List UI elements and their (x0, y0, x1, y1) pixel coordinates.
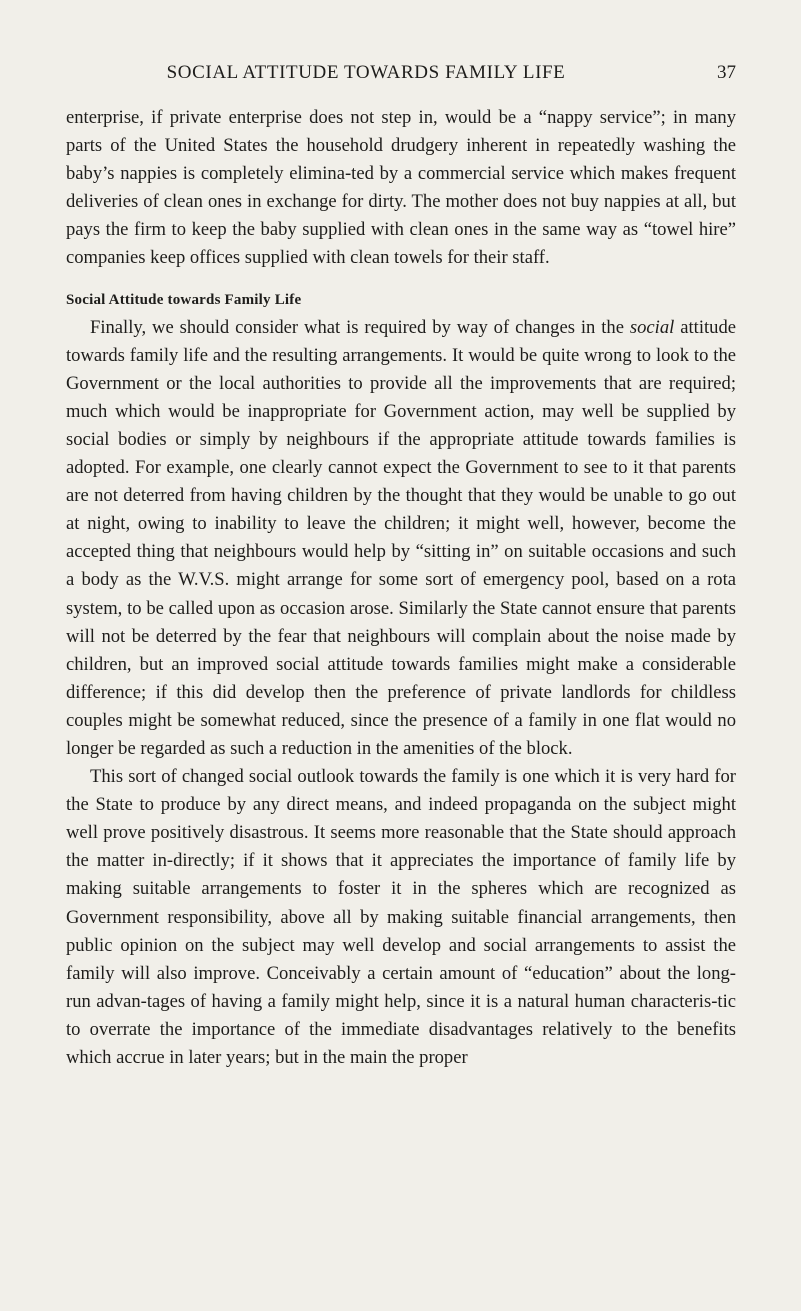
paragraph-text-start: Finally, we should consider what is required by way of changes in the (90, 316, 624, 338)
section-heading: Social Attitude towards Family Life (66, 291, 302, 308)
paragraph-text-rest: attitude towards family life and the resulting arrangements. It would be quite wrong to look to the Government or the local authorities to provide all the improvements that are required; much which would be inappropriate for Government action, may well be supplied by social bodies or simply by neighbours if the appropriate attitude towards families is adopted. For example, one clearly cannot expect the Government to see to it that parents are not deterred from having children by the thought that they would be unable to go out at night, owing to inability to leave the children; it might well, however, become the accepted thing that neighbours would help by “sitting in” on suitable occasions and such a body as the W.V.S. might arrange for some sort of emergency pool, based on a rota system, to be called upon as occasion arose. Similarly the State cannot ensure that parents will not be deterred by the fear that neighbours will complain about the noise made by children, but an improved social attitude towards families might make a considerable difference; if this did develop then the preference of private landlords for childless couples might be somewhat reduced, since the presence of a family in one flat would no longer be regarded as such a reduction in the amenities of the block. (66, 316, 736, 759)
running-header (66, 62, 736, 94)
body-text (66, 104, 736, 1072)
page-number: 37 (717, 62, 736, 83)
running-title: SOCIAL ATTITUDE TOWARDS FAMILY LIFE (166, 62, 566, 83)
paragraph-finally (66, 314, 736, 764)
paragraph-continued: enterprise, if private enterprise does not step in, would be a “nappy service”; in many parts of the United States the household drudgery inherent in repeatedly washing the baby’s nappies is completely elimina-ted by a commercial service which makes frequent deliveries of clean ones in exchange for dirty. The mother does not buy nappies at all, but pays the firm to keep the baby supplied with clean ones in the same way as “towel hire” companies keep offices supplied with clean towels for their staff. (66, 107, 736, 269)
italic-word: social (629, 316, 675, 338)
paragraph-social-outlook: This sort of changed social outlook towards the family is one which it is very hard for the State to produce by any direct means, and indeed propaganda on the subject might well prove positively disastrous. It seems more reasonable that the State should approach the matter in-directly; if it shows that it appreciates the importance of family life by making suitable arrangements to foster it in the spheres which are recognized as Government responsibility, above all by making suitable financial arrangements, then public opinion on the subject may well develop and social arrangements to assist the family will also improve. Conceivably a certain amount of “education” about the long-run advan-tages of having a family might help, since it is a natural human characteris-tic to overrate the importance of the immediate disadvantages relatively to the benefits which accrue in later years; but in the main the proper (66, 766, 736, 1068)
